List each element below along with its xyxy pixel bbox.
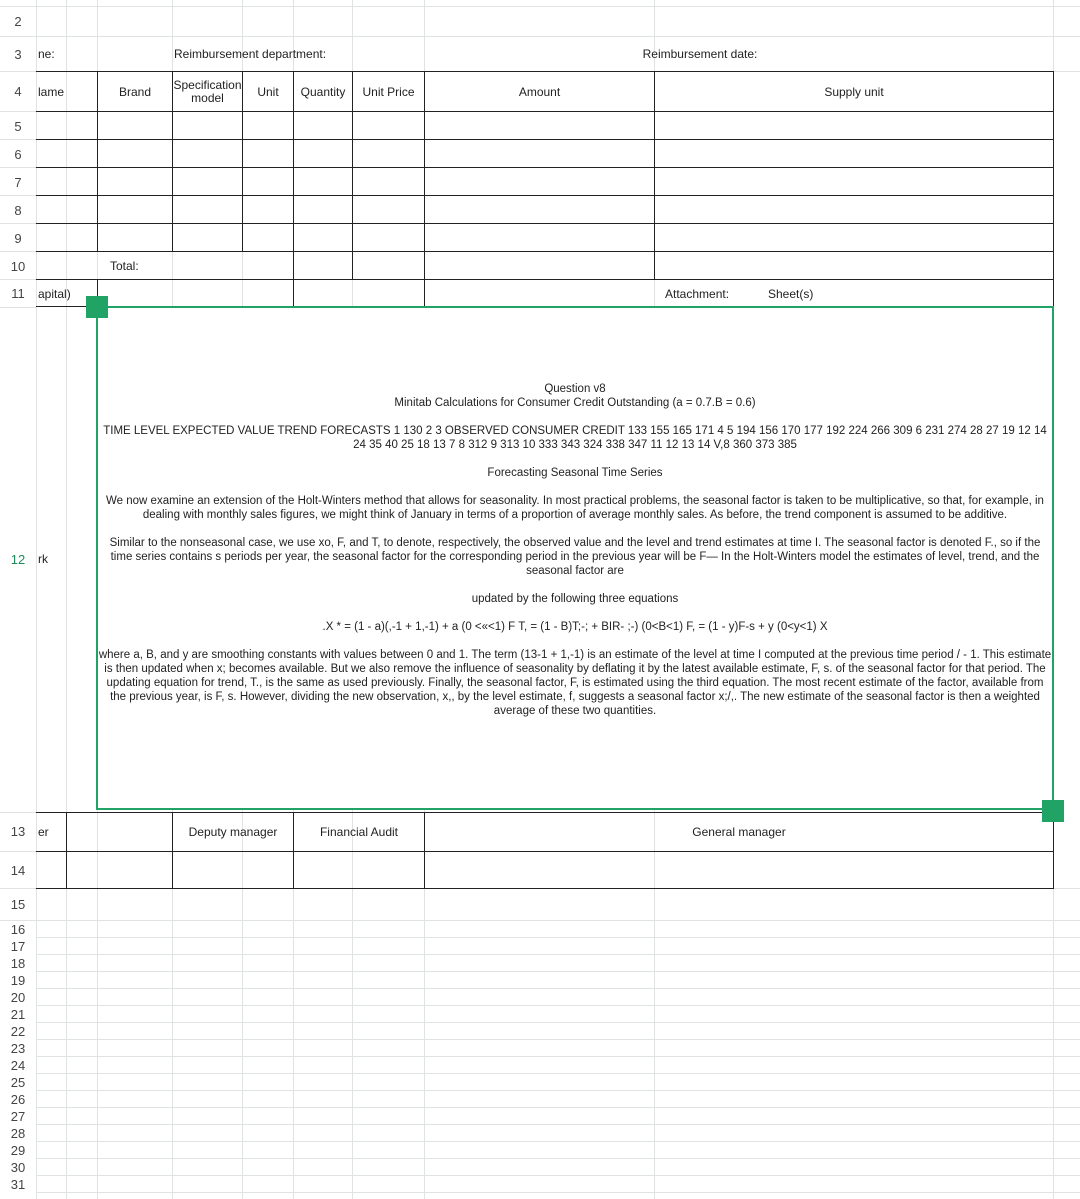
row-header[interactable]: 31 bbox=[10, 1177, 26, 1192]
row-header[interactable]: 17 bbox=[10, 939, 26, 954]
doc-title: Question v8 bbox=[544, 383, 606, 395]
row-header[interactable]: 5 bbox=[14, 119, 22, 134]
row-header[interactable]: 29 bbox=[10, 1143, 26, 1158]
row-header[interactable]: 8 bbox=[14, 203, 22, 218]
sheets-label: Sheet(s) bbox=[768, 286, 814, 301]
column-header-unit: Unit bbox=[257, 84, 279, 99]
financial-audit-label: Financial Audit bbox=[319, 825, 399, 839]
column-header-supply-unit: Supply unit bbox=[824, 84, 884, 99]
row-header[interactable]: 26 bbox=[10, 1092, 26, 1107]
resize-handle-top-left[interactable] bbox=[86, 296, 108, 318]
grid-line bbox=[36, 0, 37, 1199]
resize-handle-bottom-right[interactable] bbox=[1042, 800, 1064, 822]
grid-line bbox=[66, 0, 67, 1199]
row-header[interactable]: 18 bbox=[10, 956, 26, 971]
capital-label: apital) bbox=[38, 286, 71, 301]
column-header-unit-price: Unit Price bbox=[362, 84, 415, 99]
row-header[interactable]: 13 bbox=[10, 824, 26, 839]
row-header[interactable]: 30 bbox=[10, 1160, 26, 1175]
doc-table-text: TIME LEVEL EXPECTED VALUE TREND FORECASTS 1 130 2 3 OBSERVED CONSUMER CREDIT 133 155 165 171 4 5 194 156 170 177 192 224 266 309 6 231 274 28 27 19 12 14 24 35 40 25 18 13 7 8 312 9 313 10 333 343 324 338 347 11 12 13 14 V,8 360 373 385 bbox=[103, 425, 1047, 451]
column-header-quantity: Quantity bbox=[300, 84, 346, 99]
total-label: Total: bbox=[110, 258, 139, 273]
general-manager-label: General manager bbox=[692, 825, 786, 839]
doc-paragraph: We now examine an extension of the Holt-Winters method that allows for seasonality. In most practical problems, the seasonal factor is taken to be multiplicative, so that, for example, in dealing with monthly sales figures, we might think of January in terms of a proportion of average monthly sales. As before, the trend component is assumed to be additive. bbox=[106, 495, 1044, 521]
row-header[interactable]: 2 bbox=[14, 14, 22, 29]
doc-paragraph: updated by the following three equations bbox=[471, 593, 679, 605]
row-header[interactable]: 20 bbox=[10, 990, 26, 1005]
doc-equation: .X * = (1 - a)(,-1 + 1,-1) + a (0 <«<1) F T, = (1 - B)T;-; + BIR- ;-) (0<B<1) F, = (1 - y)F-s + y (0<y<1) X bbox=[322, 621, 828, 633]
row-header[interactable]: 28 bbox=[10, 1126, 26, 1141]
doc-section-heading: Forecasting Seasonal Time Series bbox=[487, 467, 663, 479]
row-header[interactable]: 25 bbox=[10, 1075, 26, 1090]
row-header[interactable]: 21 bbox=[10, 1007, 26, 1022]
doc-paragraph: Similar to the nonseasonal case, we use xo, F, and T, to denote, respectively, the observed value and the level and trend estimates at time I. The seasonal factor is denoted F., so if the time series contains s periods per year, the seasonal factor for the corresponding period in the previous year will be F— In the Holt-Winters model the estimates of level, trend, and the seasonal factor are bbox=[109, 537, 1041, 577]
doc-paragraph: where a, B, and y are smoothing constants with values between 0 and 1. The term (13-1 + 1,-1) is an estimate of the level at time I computed at the previous time period / - 1. This estimate is then updated when x; becomes available. But we also remove the influence of seasonality by deflating it by the latest available estimate, F, s. of the seasonal factor for that period. The updating equation for trend, T., is the same as used previously. Finally, the seasonal factor, F, is estimated using the third equation. The most recent estimate of the factor, available from the previous year, is F, s. However, dividing the new observation, x,, by the level estimate, f, suggests a seasonal factor x;/,. The new estimate of the seasonal factor is then a weighted average of these two quantities. bbox=[98, 649, 1052, 717]
row-header[interactable]: 16 bbox=[10, 922, 26, 937]
row-header[interactable]: 15 bbox=[10, 897, 26, 912]
row-header[interactable]: 11 bbox=[11, 286, 25, 301]
row-header[interactable]: 27 bbox=[10, 1109, 26, 1124]
row-header[interactable]: 24 bbox=[10, 1058, 26, 1073]
column-header-name: lame bbox=[38, 84, 65, 99]
row-header[interactable]: 4 bbox=[14, 84, 22, 99]
image-selection-border[interactable] bbox=[96, 306, 1054, 810]
clerk-label: er bbox=[38, 825, 49, 839]
row-header[interactable]: 22 bbox=[10, 1024, 26, 1039]
row-header[interactable]: 23 bbox=[10, 1041, 26, 1056]
deputy-manager-label: Deputy manager bbox=[188, 825, 278, 839]
row-header[interactable]: 9 bbox=[14, 231, 22, 246]
date-label: Reimbursement date: bbox=[642, 46, 758, 61]
attachment-label: Attachment: bbox=[665, 286, 730, 301]
name-label: ne: bbox=[38, 46, 55, 61]
row-header[interactable]: 3 bbox=[14, 47, 22, 62]
row-header-active[interactable]: 12 bbox=[10, 552, 26, 567]
row-header[interactable]: 19 bbox=[10, 973, 26, 988]
column-header-spec: Specification model bbox=[173, 77, 242, 105]
department-label: Reimbursement department: bbox=[174, 46, 327, 61]
column-header-amount: Amount bbox=[518, 84, 561, 99]
row-header[interactable]: 7 bbox=[14, 175, 22, 190]
row-header[interactable]: 10 bbox=[10, 259, 26, 274]
row-header[interactable]: 14 bbox=[10, 863, 26, 878]
row-header[interactable]: 6 bbox=[14, 147, 22, 162]
column-header-brand: Brand bbox=[118, 84, 152, 99]
remark-label: rk bbox=[38, 552, 48, 566]
doc-subtitle: Minitab Calculations for Consumer Credit Outstanding (a = 0.7.B = 0.6) bbox=[394, 397, 756, 409]
